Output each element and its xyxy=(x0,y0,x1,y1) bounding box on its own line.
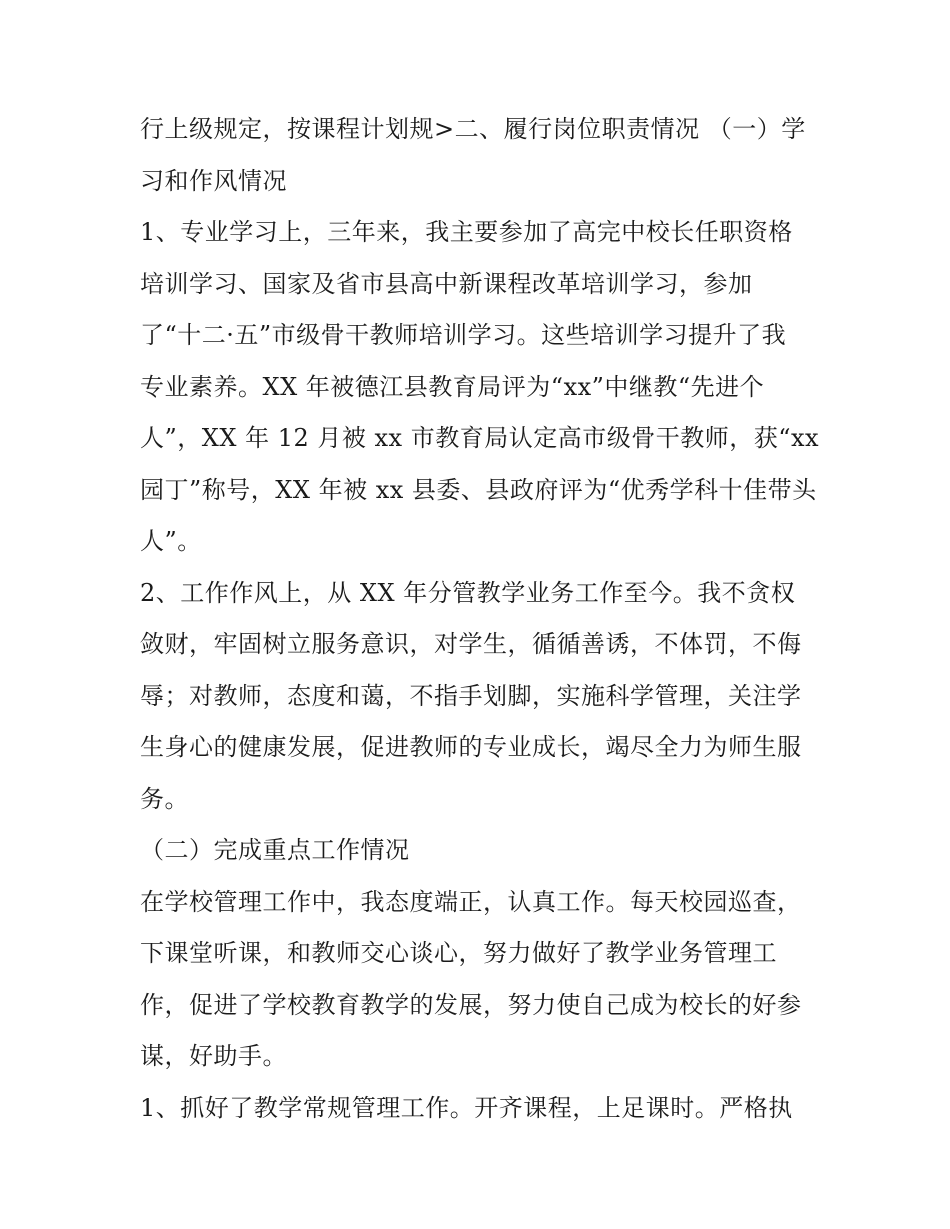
text-line: 辱；对教师，态度和蔼，不指手划脚，实施科学管理，关注学 xyxy=(140,681,802,710)
text-line: 了“十二·五”市级骨干教师培训学习。这些培训学习提升了我 xyxy=(140,321,787,349)
text-line: 谋，好助手。 xyxy=(140,1042,287,1070)
text-line: 园丁”称号，XX 年被 xx 县委、县政府评为“优秀学科十佳带头 xyxy=(140,475,817,504)
text-line: 人”，XX 年 12 月被 xx 市教育局认定高市级骨干教师，获“xx xyxy=(140,424,820,452)
text-line: 务。 xyxy=(140,784,189,813)
text-line: 生身心的健康发展，促进教师的专业成长，竭尽全力为师生服 xyxy=(140,733,802,761)
text-line: 2、工作作风上，从 XX 年分管教学业务工作至今。我不贪权 xyxy=(140,578,796,607)
text-line: 在学校管理工作中，我态度端正，认真工作。每天校园巡查， xyxy=(140,887,802,916)
text-line: 敛财，牢固树立服务意识，对学生，循循善诱，不体罚，不侮 xyxy=(140,630,802,658)
text-line: 人”。 xyxy=(140,527,202,555)
text-line: 培训学习、国家及省市县高中新课程改革培训学习，参加 xyxy=(140,269,753,298)
text-line: 下课堂听课，和教师交心谈心，努力做好了教学业务管理工 xyxy=(140,939,777,967)
text-line: 习和作风情况 xyxy=(140,166,287,195)
text-line: 行上级规定，按课程计划规>二、履行岗位职责情况 （一）学 xyxy=(140,115,806,143)
text-line: 作，促进了学校教育教学的发展，努力使自己成为校长的好参 xyxy=(140,990,802,1019)
document-body xyxy=(140,104,820,1134)
text-line: 专业素养。XX 年被德江县教育局评为“xx”中继教“先进个 xyxy=(140,372,765,401)
text-line: （二）完成重点工作情况 xyxy=(140,836,410,864)
text-line: 1、抓好了教学常规管理工作。开齐课程，上足课时。严格执 xyxy=(140,1093,793,1122)
text-line: 1、专业学习上，三年来，我主要参加了高完中校长任职资格 xyxy=(140,218,793,246)
